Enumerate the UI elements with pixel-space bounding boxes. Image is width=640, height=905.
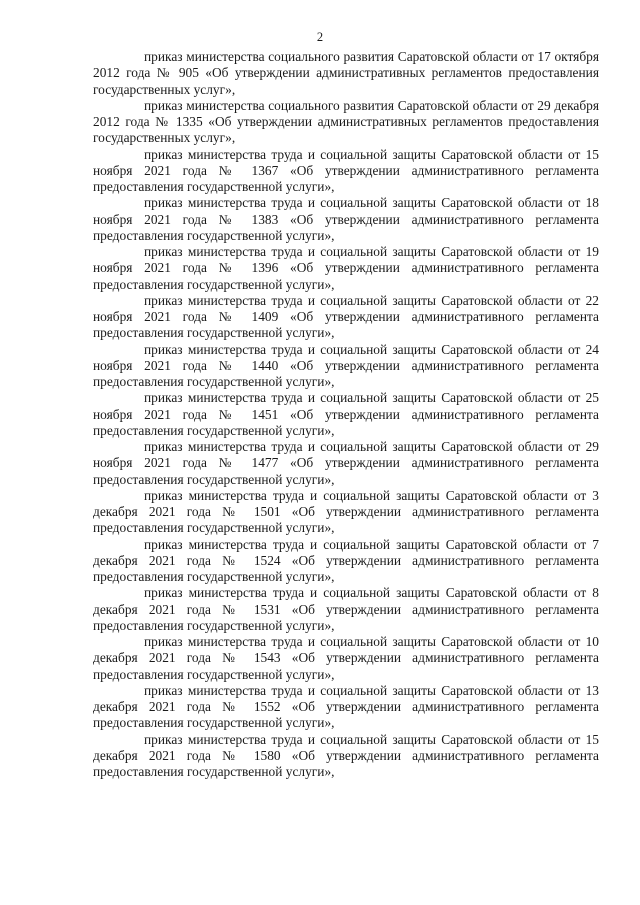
paragraph: приказ министерства труда и социальной защиты Саратовской области от 25 ноября 2021 года № 1451 «Об утверждении административного регламента предоставления государственной услуги», bbox=[93, 390, 599, 438]
paragraph: приказ министерства труда и социальной защиты Саратовской области от 15 декабря 2021 года № 1580 «Об утверждении административного регламента предоставления государственной услуги», bbox=[93, 731, 599, 779]
paragraph: приказ министерства труда и социальной защиты Саратовской области от 18 ноября 2021 года № 1383 «Об утверждении административного регламента предоставления государственной услуги», bbox=[93, 195, 599, 243]
paragraph: приказ министерства труда и социальной защиты Саратовской области от 29 ноября 2021 года № 1477 «Об утверждении административного регламента предоставления государственной услуги», bbox=[93, 439, 599, 487]
paragraph: приказ министерства труда и социальной защиты Саратовской области от 8 декабря 2021 года № 1531 «Об утверждении административного регламента предоставления государственной услуги», bbox=[93, 585, 599, 633]
paragraph: приказ министерства социального развития Саратовской области от 29 декабря 2012 года № 1335 «Об утверждении административных регламентов предоставления государственных услуг», bbox=[93, 97, 599, 146]
paragraph: приказ министерства труда и социальной защиты Саратовской области от 3 декабря 2021 года № 1501 «Об утверждении административного регламента предоставления государственной услуги», bbox=[93, 487, 599, 536]
paragraph: приказ министерства труда и социальной защиты Саратовской области от 19 ноября 2021 года № 1396 «Об утверждении административного регламента предоставления государственной услуги», bbox=[93, 244, 599, 292]
paragraph: приказ министерства труда и социальной защиты Саратовской области от 15 ноября 2021 года № 1367 «Об утверждении административного регламента предоставления государственной услуги», bbox=[93, 146, 599, 194]
paragraph: приказ министерства труда и социальной защиты Саратовской области от 7 декабря 2021 года № 1524 «Об утверждении административного регламента предоставления государственной услуги», bbox=[93, 536, 599, 584]
page-number: 2 bbox=[316, 30, 324, 44]
paragraph: приказ министерства труда и социальной защиты Саратовской области от 22 ноября 2021 года № 1409 «Об утверждении административного регламента предоставления государственной услуги», bbox=[93, 292, 599, 341]
paragraph: приказ министерства труда и социальной защиты Саратовской области от 24 ноября 2021 года № 1440 «Об утверждении административного регламента предоставления государственной услуги», bbox=[93, 341, 599, 389]
paragraph: приказ министерства труда и социальной защиты Саратовской области от 10 декабря 2021 года № 1543 «Об утверждении административного регламента предоставления государственной услуги», bbox=[93, 634, 599, 682]
paragraph: приказ министерства социального развития Саратовской области от 17 октября 2012 года № 905 «Об утверждении административных регламентов предоставления государственных услуг», bbox=[93, 49, 599, 97]
document-body bbox=[93, 49, 599, 780]
paragraph: приказ министерства труда и социальной защиты Саратовской области от 13 декабря 2021 года № 1552 «Об утверждении административного регламента предоставления государственной услуги», bbox=[93, 682, 599, 731]
